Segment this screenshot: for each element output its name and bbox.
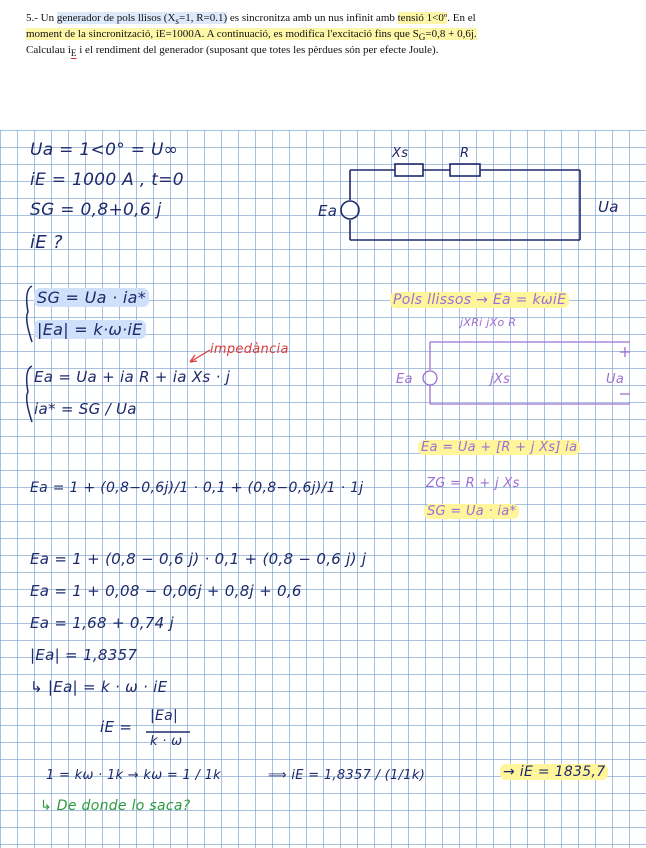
circuit-label-r: R	[460, 146, 470, 161]
purple-title-text: Pols llissos → Ea = kωiE	[390, 292, 569, 308]
purple-top-labels: jXRi jXo R	[460, 316, 517, 329]
green-question: ↳ De donde lo saca?	[40, 798, 191, 814]
circuit-label-xs: Xs	[392, 146, 409, 161]
purple-jxs: jXs	[490, 372, 511, 387]
sub-line-1: Ea = 1 + (0,8−0,6j)/1 · 0,1 + (0,8−0,6j)/1 · 1j	[30, 480, 364, 496]
sub-line-4: Ea = 1,68 + 0,74 j	[30, 614, 175, 632]
problem-text: Un	[40, 12, 57, 24]
purple-title	[390, 292, 569, 308]
problem-sub: G	[418, 32, 426, 43]
purple-circuit	[420, 332, 640, 408]
purple-eq1: Ea = Ua + [R + j Xs] ia	[418, 440, 580, 455]
purple-eq3: SG = Ua · ia*	[424, 504, 519, 519]
circuit-label-ea: Ea	[318, 202, 338, 220]
eq-ea: Ea = Ua + ia R + ia Xs · j	[34, 368, 231, 386]
ie-lhs: iE =	[100, 718, 133, 736]
problem-sub: E	[70, 48, 77, 59]
ie-numerator: |Ea|	[150, 708, 179, 724]
problem-text: moment de la sincronització, iE=1000A. A continuació, es modifica l'excitació fins que S	[26, 28, 419, 41]
final-result: → iE = 1835,7	[500, 764, 608, 780]
note-given-ie: iE = 1000 A , t=0	[30, 170, 184, 190]
sub-line-3: Ea = 1 + 0,08 − 0,06j + 0,8j + 0,6	[30, 582, 302, 600]
problem-text: generador de pols llisos (X	[56, 12, 176, 24]
purple-ea: Ea	[396, 372, 413, 387]
problem-number: 5.-	[26, 12, 38, 24]
eq-sg: SG = Ua · ia*	[34, 288, 149, 307]
note-given-question: iE ?	[30, 232, 63, 253]
highlight-tension: tensió 1<0º	[397, 12, 448, 24]
circuit-diagram	[330, 140, 630, 250]
problem-line-2	[26, 28, 477, 43]
problem-text: Calculau i	[26, 44, 71, 57]
sub-line-6: ↳ |Ea| = k · ω · iE	[30, 678, 168, 696]
purple-ua: Ua	[606, 372, 625, 387]
eq-ia-conjugate: ia* = SG / Ua	[34, 400, 137, 418]
purple-eq2: ZG = R + j Xs	[426, 476, 520, 491]
last-line-a: 1 = kω · 1k → kω = 1 / 1k	[46, 768, 221, 783]
eq-ea-magnitude: |Ea| = k·ω·iE	[34, 320, 146, 339]
problem-text: =1, R=0.1)	[178, 12, 228, 24]
problem-text: . En el	[447, 12, 476, 24]
problem-text: =0,8 + 0,6j.	[425, 28, 477, 41]
brace-1	[22, 284, 34, 344]
highlight-generator	[56, 12, 228, 27]
last-line-b: ⟹ iE = 1,8357 / (1/1k)	[268, 768, 426, 783]
ie-denominator: k · ω	[150, 734, 183, 749]
note-given-ua: Ua = 1<0° = U∞	[30, 140, 179, 160]
note-given-sg: SG = 0,8+0,6 j	[30, 200, 162, 220]
problem-sub: s	[175, 16, 179, 27]
problem-text: i el rendiment del generador (suposant que totes les pèrdues són per efecte Joule).	[76, 44, 439, 57]
note-impedance: impedància	[210, 342, 289, 357]
sub-line-5: |Ea| = 1,8357	[30, 646, 138, 664]
brace-2	[22, 364, 34, 424]
problem-text: es sincronitza amb un nus infinit amb	[227, 12, 398, 24]
sub-line-2: Ea = 1 + (0,8 − 0,6 j) · 0,1 + (0,8 − 0,6 j) j	[30, 550, 367, 568]
circuit-label-ua: Ua	[598, 198, 619, 216]
problem-statement	[26, 12, 626, 61]
